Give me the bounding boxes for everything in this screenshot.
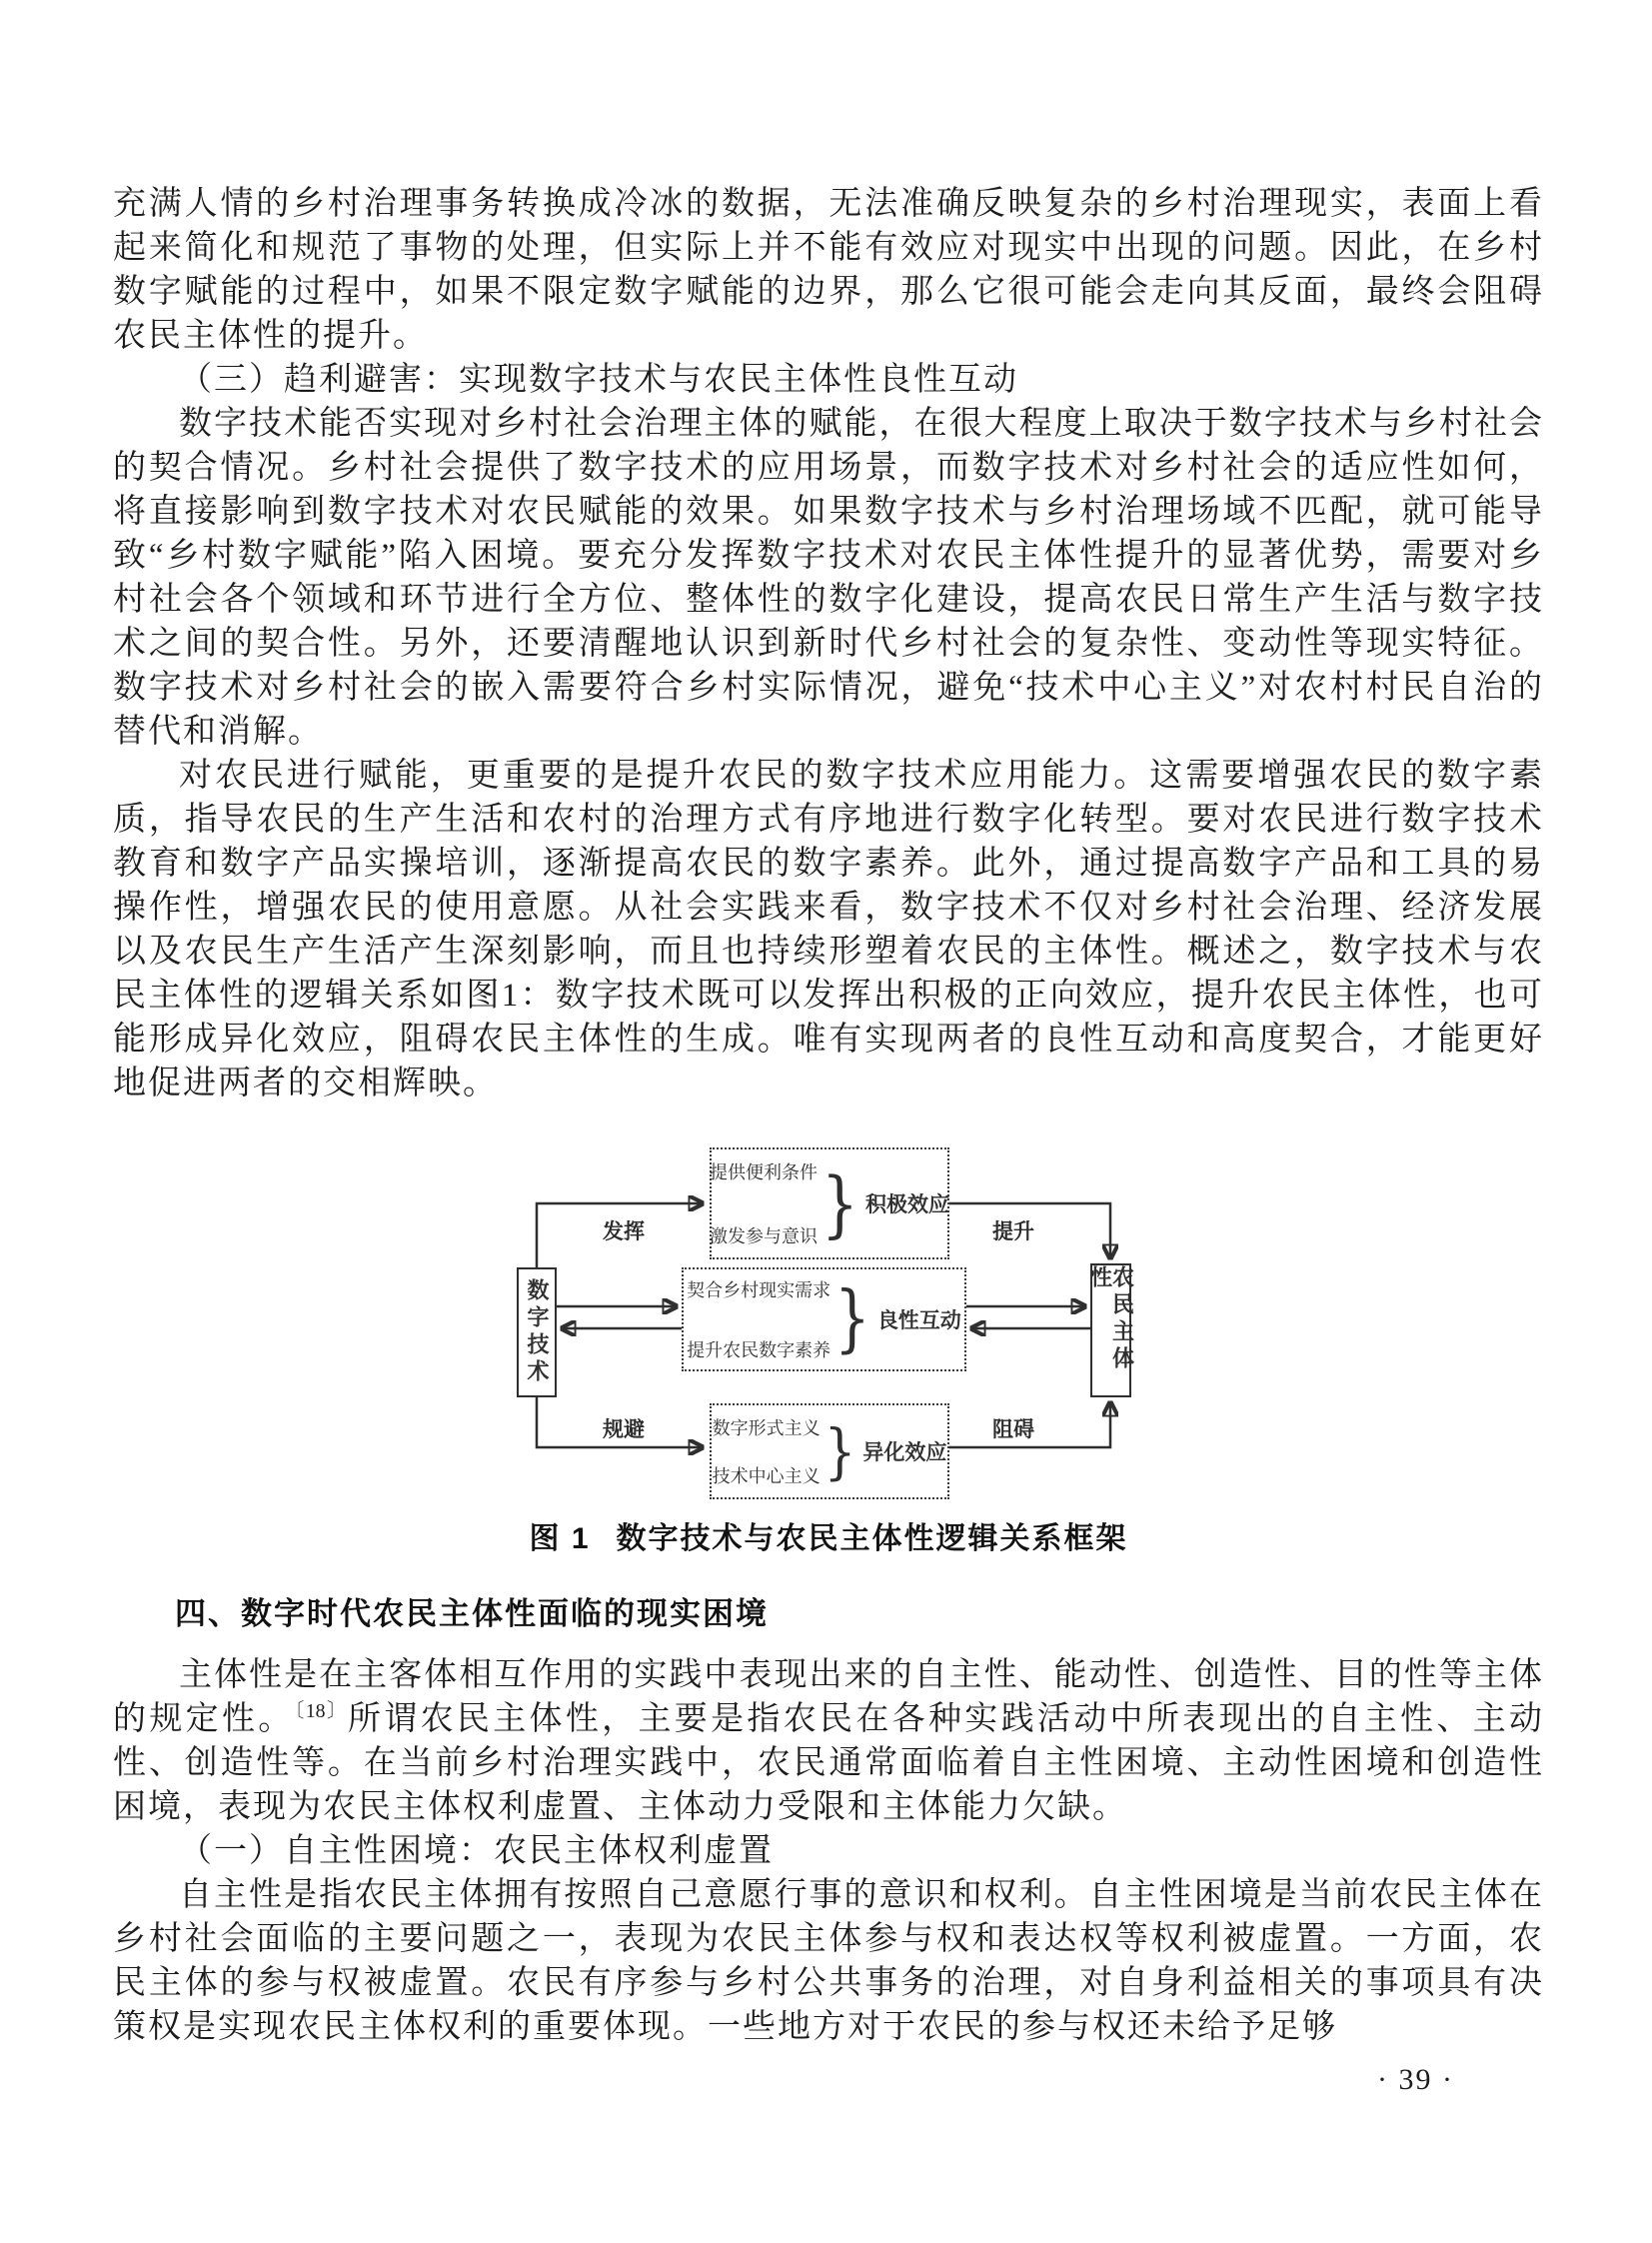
arrow-label-exert: 发挥 [603,1220,645,1243]
figure-caption [113,1517,1544,1561]
sub-heading-1: （一）自主性困境：农民主体权利虚置 [179,1833,774,1869]
section-heading-4: 四、数字时代农民主体性面临的现实困境 [175,1596,769,1631]
figure-1 [113,1141,1544,1561]
node-farmer-subjectivity [1087,1263,1135,1397]
label-positive-effect: 积极效应 [864,1193,949,1216]
box-benign-interaction-items [687,1276,830,1362]
paragraph-subjectivity-text: 主体性是在主客体相互作用的实践中表现出来的自主性、能动性、创造性、目的性等主体的规定性。 [113,1657,1544,1737]
brace-icon: } [822,1160,858,1246]
item-improve-digital-literacy: 提升农民数字素养 [687,1340,831,1360]
arrow-label-hinder: 阻碍 [992,1418,1034,1441]
item-fit-rural-needs: 契合乡村现实需求 [687,1280,831,1300]
node-digital-technology [517,1267,557,1397]
box-positive-effect-items [710,1158,818,1248]
paragraph-subjectivity-text-cont: 所谓农民主体性，主要是指农民在各种实践活动中所表现出的自主性、主动性、创造性等。在当前乡村治理实践中，农民通常面临着自主性困境、主动性困境和创造性困境，表现为农民主体权利虚置、主体动力受限和主体能力欠缺。 [113,1701,1545,1825]
figure-caption-title: 数字技术与农民主体性逻辑关系框架 [616,1522,1128,1555]
item-stimulate-participation: 激发参与意识 [710,1226,819,1246]
label-alienation-effect: 异化效应 [862,1441,947,1464]
node-farmer-subjectivity-label: 农民主体性 [1087,1265,1135,1373]
paragraph-coupling: 数字技术能否实现对乡村社会治理主体的赋能，在很大程度上取决于数字技术与乡村社会的契合情况。乡村社会提供了数字技术的应用场景，而数字技术对乡村社会的适应性如何，将直接影响到数字技术对农民赋能的效果。如果数字技术与乡村治理场域不匹配，就可能导致“乡村数字赋能”陷入困境。要充分发挥数字技术对农民主体性提升的显著优势，需要对乡村社会各个领域和环节进行全方位、整体性的数字化建设，提高农民日常生产生活与数字技术之间的契合性。另外，还要清醒地认识到新时代乡村社会的复杂性、变动性等现实特征。数字技术对乡村社会的嵌入需要符合乡村实际情况，避免“技术中心主义”对农村村民自治的替代和消解。 [113,406,1544,750]
box-alienation-effect [710,1403,949,1499]
item-technocentrism: 技术中心主义 [712,1466,821,1486]
paragraph-autonomy: 自主性是指农民主体拥有按照自己意愿行事的意识和权利。自主性困境是当前农民主体在乡村社会面临的主要问题之一，表现为农民主体参与权和表达权等权利被虚置。一方面，农民主体的参与权被虚置。农民有序参与乡村公共事务的治理，对自身利益相关的事项具有决策权是实现农民主体权利的重要体现。一些地方对于农民的参与权还未给予足够 [113,1877,1544,2045]
box-positive-effect [710,1147,949,1259]
paragraph-continuation: 充满人情的乡村治理事务转换成冷冰的数据，无法准确反映复杂的乡村治理现实，表面上看起来简化和规范了事物的处理，但实际上并不能有效应对现实中出现的问题。因此，在乡村数字赋能的过程中，如果不限定数字赋能的边界，那么它很可能会走向其反面，最终会阻碍农民主体性的提升。 [113,186,1544,354]
box-benign-interaction [682,1267,966,1371]
arrow-label-promote: 提升 [992,1220,1034,1243]
figure-caption-number: 图 1 [529,1522,591,1555]
node-digital-technology-label: 数字技术 [525,1278,550,1386]
label-benign-interaction: 良性互动 [876,1309,961,1332]
item-provide-convenience: 提供便利条件 [710,1162,819,1182]
paragraph-subjectivity [113,1653,1544,1829]
page-number: · 39 · [1377,2063,1454,2096]
box-alienation-effect-items [713,1414,821,1488]
page-content [113,182,1544,2097]
paragraph-empowerment: 对农民进行赋能，更重要的是提升农民的数字技术应用能力。这需要增强农民的数字素质，指导农民的生产生活和农村的治理方式有序地进行数字化转型。要对农民进行数字技术教育和数字产品实操培训，逐渐提高农民的数字素养。此外，通过提高数字产品和工具的易操作性，增强农民的使用意愿。从社会实践来看，数字技术不仅对乡村社会治理、经济发展以及农民生产生活产生深刻影响，而且也持续形塑着农民的主体性。概述之，数字技术与农民主体性的逻辑关系如图1：数字技术既可以发挥出积极的正向效应，提升农民主体性，也可能形成异化效应，阻碍农民主体性的生成。唯有实现两者的良性互动和高度契合，才能更好地促进两者的交相辉映。 [113,758,1544,1102]
arrow-label-avoid: 规避 [603,1418,645,1441]
brace-icon: } [834,1276,870,1361]
brace-icon: } [824,1416,856,1486]
reference-marker-18: 〔18〕 [294,1700,348,1722]
sub-heading-3: （三）趋利避害：实现数字技术与农民主体性良性互动 [179,362,1018,398]
figure-1-diagram [514,1141,1143,1501]
item-digital-formalism: 数字形式主义 [712,1418,821,1438]
